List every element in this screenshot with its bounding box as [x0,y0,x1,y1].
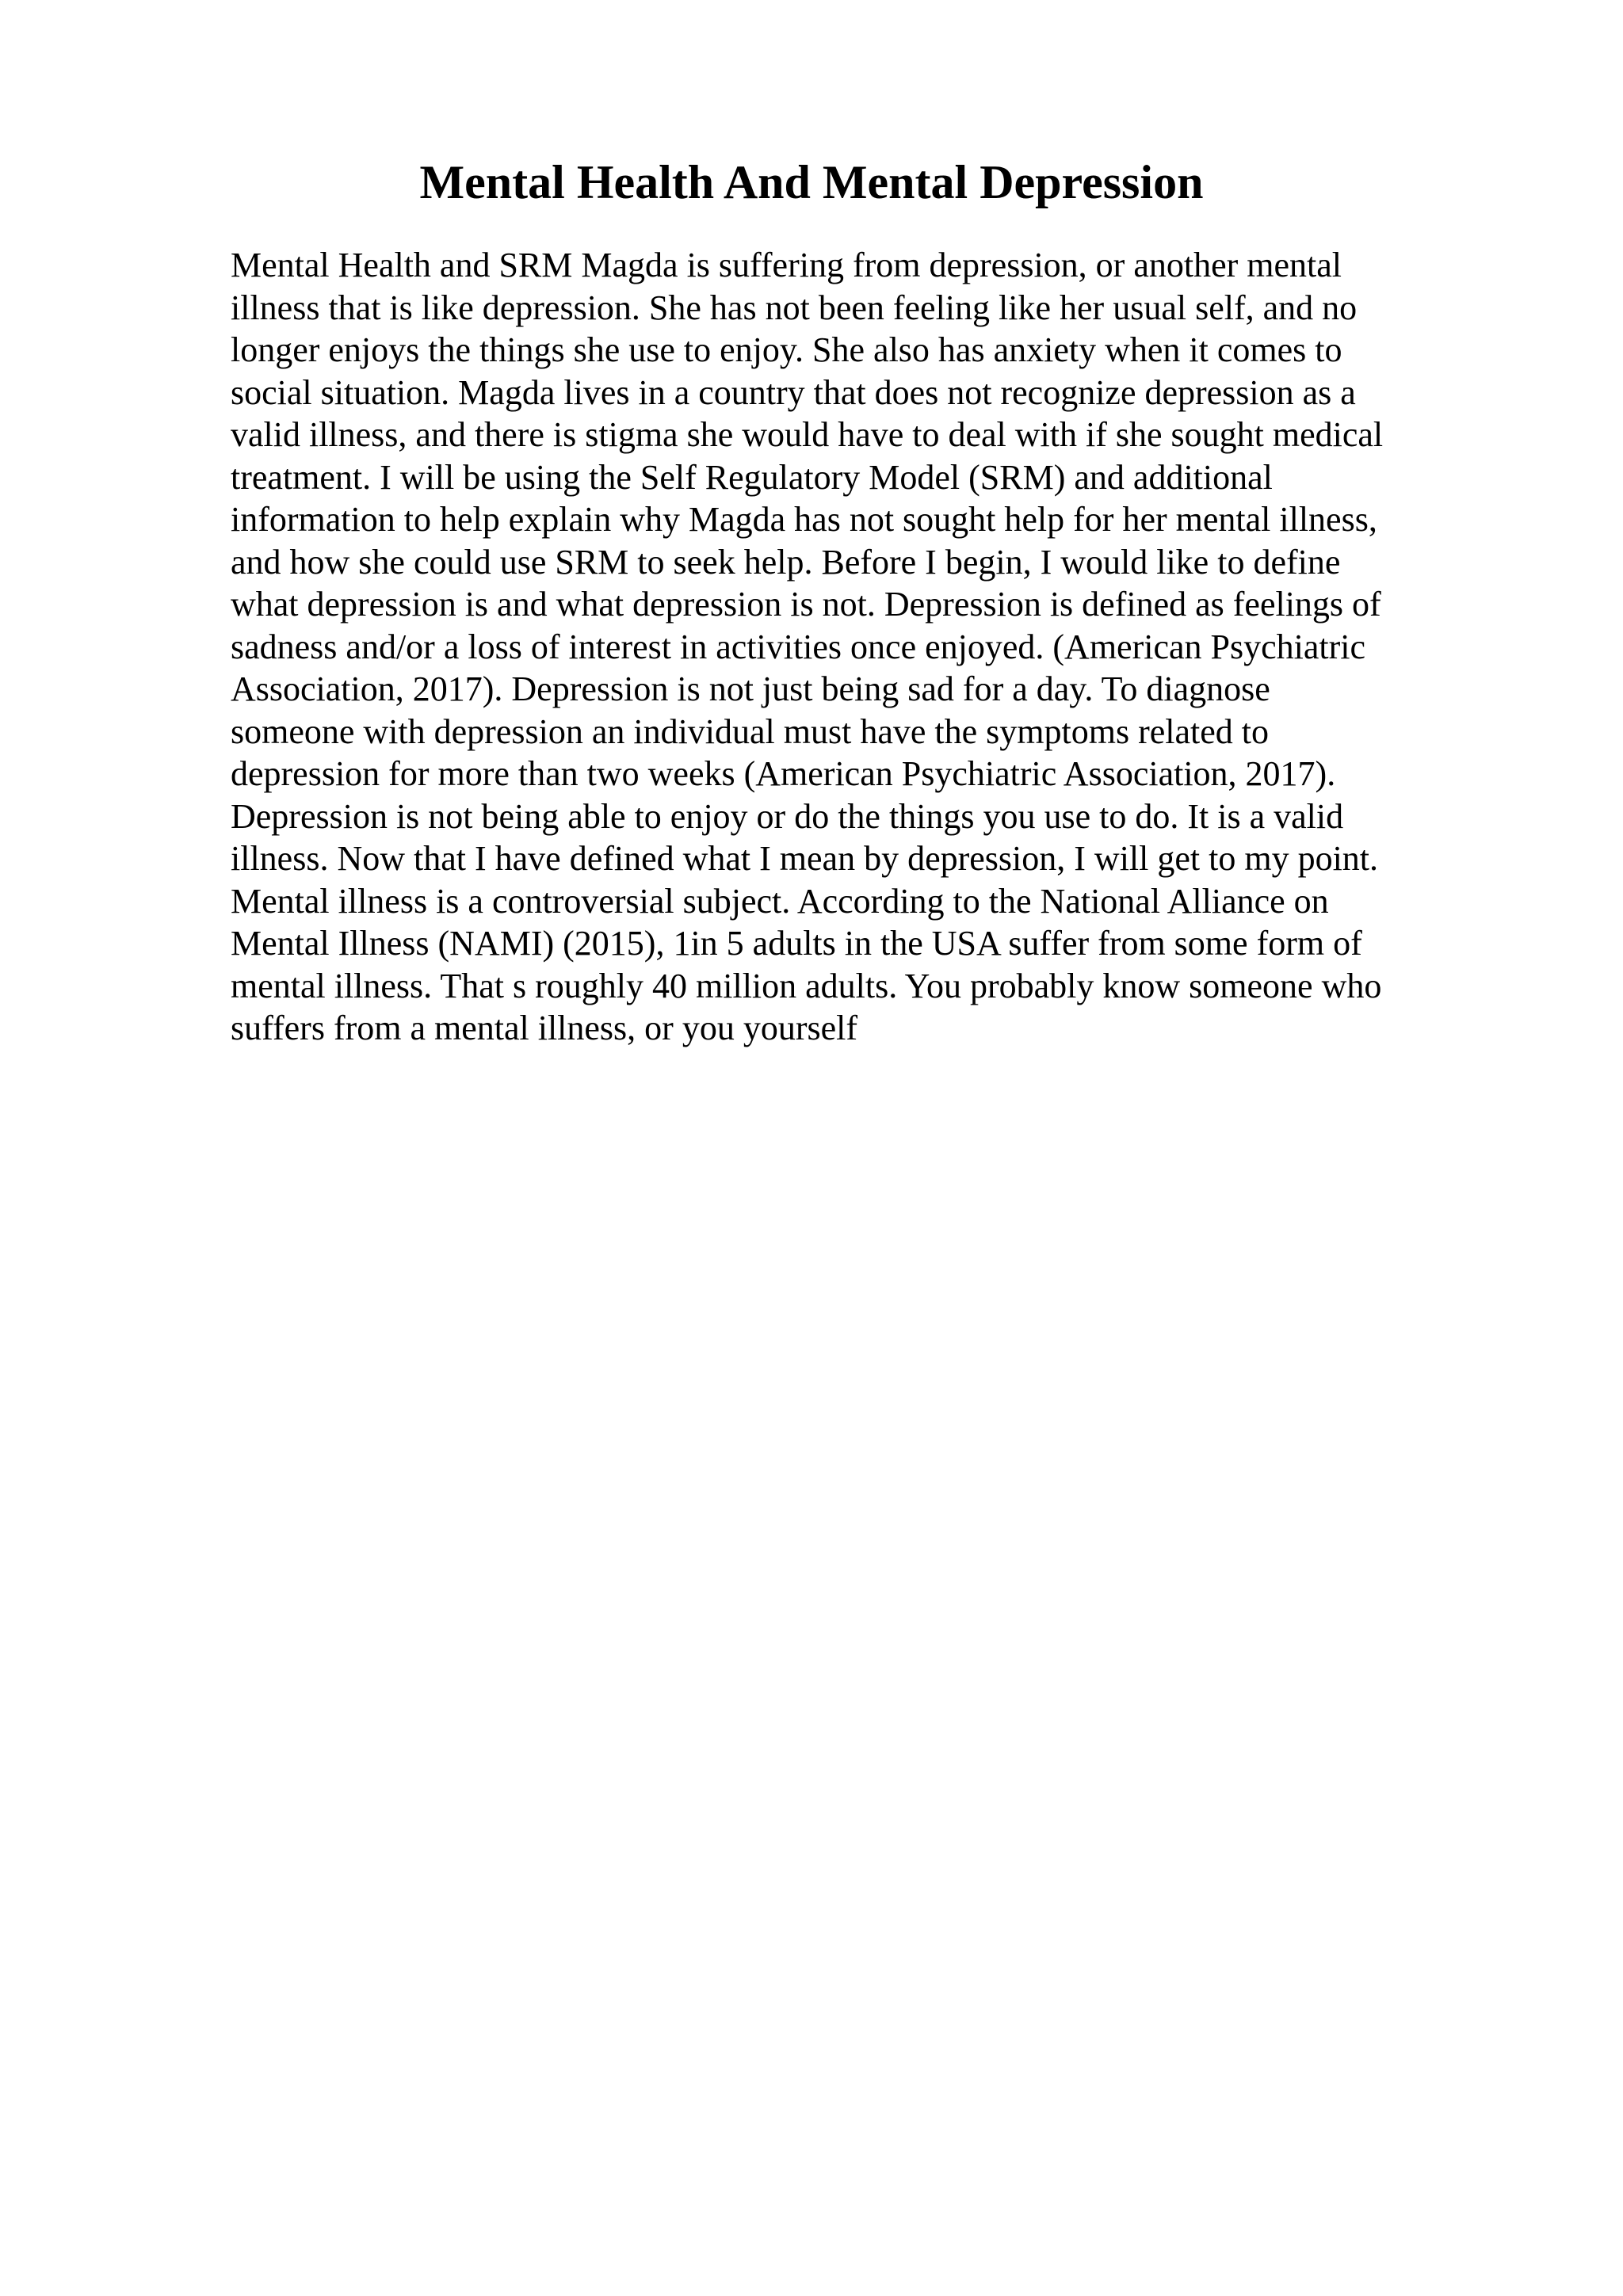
body-line: depression for more than two weeks (American Psychiatric Association, 2017). [231,754,1336,793]
body-line: treatment. I will be using the Self Regulatory Model (SRM) and additional [231,457,1273,497]
body-line: sadness and/or a loss of interest in activities once enjoyed. (American Psychiatric [231,627,1366,666]
body-line: illness. Now that I have defined what I mean by depression, I will get to my point. [231,839,1379,878]
body-line: Mental Illness (NAMI) (2015), 1in 5 adults in the USA suffer from some form of [231,924,1362,963]
body-line: mental illness. That s roughly 40 million adults. You probably know someone who [231,966,1382,1005]
body-line: suffers from a mental illness, or you yourself [231,1009,858,1047]
body-line: Association, 2017). Depression is not just being sad for a day. To diagnose [231,669,1270,708]
body-line: social situation. Magda lives in a country that does not recognize depression as a [231,372,1356,412]
body-line: Depression is not being able to enjoy or do the things you use to do. It is a valid [231,796,1344,836]
body-line: Mental illness is a controversial subject. According to the National Alliance on [231,881,1329,921]
body-line: valid illness, and there is stigma she would have to deal with if she sought medical [231,415,1384,454]
body-line: someone with depression an individual must have the symptoms related to [231,711,1269,751]
body-line: longer enjoys the things she use to enjoy. She also has anxiety when it comes to [231,330,1342,369]
body-line: Mental Health and SRM Magda is suffering from depression, or another mental [231,246,1342,284]
document-body [231,244,1499,1050]
document-title: Mental Health And Mental Depression [419,156,1204,208]
body-line: information to help explain why Magda has not sought help for her mental illness, [231,500,1377,539]
body-line: illness that is like depression. She has not been feeling like her usual self, and no [231,288,1358,327]
body-line: what depression is and what depression is not. Depression is defined as feelings of [231,585,1381,624]
body-line: and how she could use SRM to seek help. Before I begin, I would like to define [231,542,1341,582]
